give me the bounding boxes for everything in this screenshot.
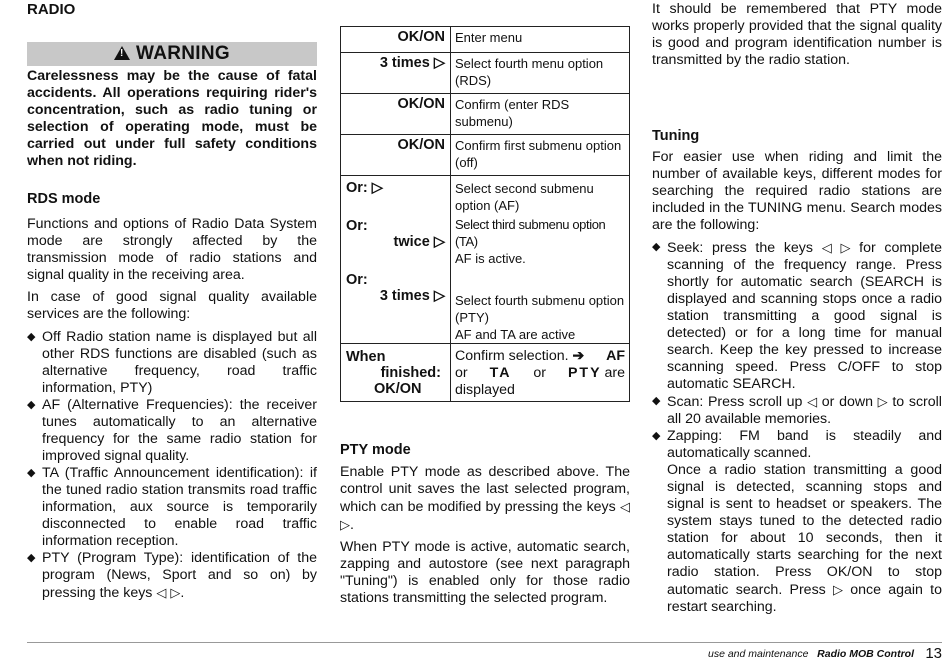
section-title: RADIO [27,1,76,18]
list-item [27,397,317,465]
table-row [341,135,630,176]
left-arrow-icon: ◁ [821,240,832,255]
rds-menu-table [340,26,630,402]
table-row [341,53,630,94]
table-key: 3 times ▷ [379,288,445,304]
table-value-group [451,176,630,344]
rds-paragraph-2: In case of good signal quality available services are the following: [27,289,317,322]
ta-label: TA [489,365,512,381]
right-arrow-icon: ▷ [340,517,350,532]
bullet-text: Off Radio station name is displayed but all other RDS functions are disabled (such as alternative frequency, road traffic information, PTY) [42,329,317,396]
table-value: Confirm selection. [455,348,569,364]
table-value: Confirm (enter RDS submenu) [451,94,630,135]
warning-title: WARNING [136,43,230,64]
table-key: When [346,349,386,365]
displayed-label: displayed [455,382,515,398]
footer-label: use and maintenance [708,648,809,660]
table-key: Or: [346,218,368,234]
warning-text: Carelessness may be the cause of fatal accidents. All operations requiring rider's concentration, such as radio tuning or selection of operating mode, must be carried out under full safety conditions when not riding. [27,68,317,169]
table-row [341,94,630,135]
diamond-bullet-icon: ◆ [27,399,36,411]
list-item [27,329,317,397]
bullet-text: AF (Alternative Frequencies): the receiver tunes automatically to an alternative frequency for the same radio station for improved signal quality. [42,397,317,464]
list-item [27,550,317,602]
intro-paragraph: It should be remembered that PTY mode works properly provided that the signal quality is good and program identification number is transmitted by the radio station. [652,1,942,68]
af-label: AF [606,348,625,364]
list-item [27,465,317,550]
right-column [652,0,942,616]
footer-divider [27,642,942,643]
right-arrow-icon: ▷ [833,582,843,597]
trailing-dot: . [180,585,185,601]
table-key: Or: ▷ [346,180,383,196]
pty-paragraph-1 [340,464,630,534]
table-key: OK/ON [341,27,451,53]
zapping-text [667,428,942,616]
zap-text-a: Zapping: FM band is steadily and automatically scanned. [667,428,942,461]
tuning-list [652,239,942,616]
warning-triangle-icon [114,46,130,60]
table-key: finished: [380,365,441,381]
table-value: AF and TA are active [455,327,576,342]
zap-text-c: once again to restart searching. [667,582,942,615]
rds-heading: RDS mode [27,191,101,207]
left-column [27,0,317,602]
seek-text-a: Seek: press the keys [667,240,813,256]
diamond-bullet-icon: ◆ [27,331,36,343]
table-value: Select second submenu option (AF) [455,181,594,213]
table-value: Select third submenu option (TA) [455,217,606,249]
scan-text-b: scroll all 20 available memories. [667,394,942,427]
left-arrow-icon: ◁ [807,394,818,409]
table-row [341,27,630,53]
table-row [341,176,630,344]
table-value-group [451,344,630,402]
scan-text [667,393,942,428]
table-key-group [341,176,451,344]
table-key-group [341,344,451,402]
seek-text [667,239,942,393]
table-value: Enter menu [451,27,630,53]
left-arrow-icon: ◁ [620,499,630,514]
footer-title: Radio MOB Control [817,648,914,660]
left-arrow-icon: ◁ [156,585,167,600]
rds-paragraph-1: Functions and options of Radio Data System mode are strongly affected by the transmission mode of radio stations and signal quality in the receiving area. [27,216,317,283]
diamond-bullet-icon: ◆ [652,430,661,442]
bullet-text: PTY (Program Type): identification of the program (News, Sport and so on) by pressing the keys [42,550,317,601]
trailing-dot: . [350,517,354,533]
table-key: OK/ON [341,135,451,176]
table-key: OK/ON [341,94,451,135]
diamond-bullet-icon: ◆ [27,552,36,564]
list-item [652,239,942,393]
pty-paragraph-1-text: Enable PTY mode as described above. The control unit saves the last selected program, which can be modified by pressing the keys [340,464,630,515]
tuning-heading: Tuning [652,128,700,144]
or-label: or [533,365,547,381]
list-item [652,428,942,616]
pty-paragraph-2: When PTY mode is active, automatic search, zapping and autostore (see next paragraph "Tuning") is enabled only for those radio stations transmitting the selected program. [340,539,630,606]
right-arrow-icon: ▷ [840,240,851,255]
pty-heading: PTY mode [340,442,411,458]
table-key: twice ▷ [393,234,445,250]
or-label: or [455,365,468,381]
table-key: 3 times ▷ [341,53,451,94]
table-value: Select fourth submenu option (PTY) [455,293,625,325]
scan-or: or down [821,394,873,410]
list-item [652,393,942,428]
bullet-text-with-keys [42,550,317,602]
diamond-bullet-icon: ◆ [27,467,36,479]
page-number: 13 [925,645,942,662]
table-value: AF is active. [455,251,526,266]
footer-text [708,648,914,660]
are-label: are [604,365,625,381]
zap-text-b: Once a radio station transmitting a good signal is detected, scanning stops and signal is sent to headset or speakers. The system stays tuned to the detected radio station for about 10 seconds, then it automatically starts searching for the next radio station. Press OK/ON to stop automatic search. Press [667,462,942,598]
middle-column-text [340,442,630,607]
right-arrow-icon: ▷ [877,394,888,409]
seek-text-b: for complete scanning of the frequency range. Press shortly for automatic search (SEARCH is displayed and scanning stops once a radio station transmitting a good signal is detected) or for a long time for manual search. Keep the key pressed to increase scanning speed. Press C/OFF to stop automatic SEARCH. [667,240,942,392]
tuning-paragraph: For easier use when riding and limit the number of available keys, different modes for searching the required radio stations are included in the TUNING menu. Search modes are the following: [652,149,942,233]
table-row [341,344,630,402]
diamond-bullet-icon: ◆ [652,241,661,253]
table-key: Or: [346,272,368,288]
right-arrow-icon: ➔ [572,348,585,364]
scan-to: to [892,394,905,410]
table-value: Select fourth menu option (RDS) [451,53,630,94]
bullet-text: TA (Traffic Announcement identification): if the tuned radio station transmits road traffic information, aux source is temporarily disconnected to enable road traffic information reception. [42,465,317,549]
pty-label: PTY [567,365,602,381]
right-arrow-icon: ▷ [170,585,181,600]
table-key: OK/ON [374,381,422,397]
scan-text-a: Scan: Press scroll up [667,394,803,410]
table-value: Confirm first submenu option (off) [451,135,630,176]
rds-bullet-list [27,329,317,602]
warning-banner [27,42,317,66]
diamond-bullet-icon: ◆ [652,395,661,407]
